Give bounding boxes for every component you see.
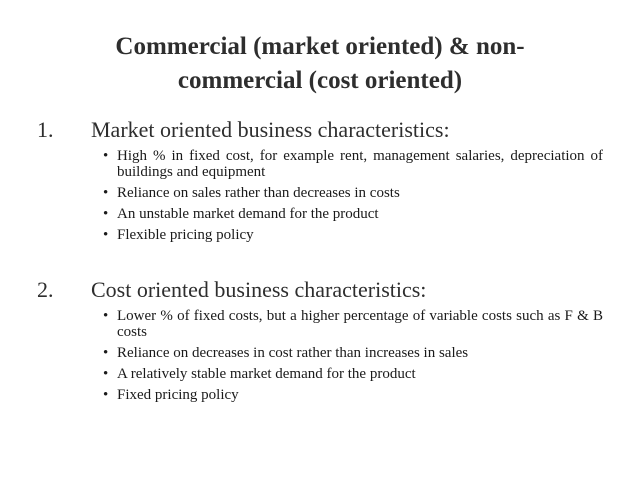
section-heading [0, 116, 638, 146]
list-item-text: Lower % of fixed costs, but a higher percentage of variable costs such as F & B costs [117, 308, 603, 340]
list-item-text: Fixed pricing policy [117, 387, 239, 403]
list-item-text: High % in fixed cost, for example rent, management salaries, depreciation of buildings and equipment [117, 148, 603, 180]
bullet-icon: • [103, 366, 109, 382]
title-line-1: Commercial (market oriented) & non- [115, 33, 525, 60]
bullet-icon: • [103, 227, 109, 243]
list-item [103, 227, 603, 243]
title-line-2: commercial (cost oriented) [177, 67, 463, 94]
bullet-icon: • [103, 206, 109, 222]
list-item-text: An unstable market demand for the product [117, 206, 379, 222]
section-heading-text: Market oriented business characteristics: [91, 117, 450, 142]
list-item-text: A relatively stable market demand for the product [117, 366, 416, 382]
bullet-icon: • [103, 387, 109, 403]
bullet-icon: • [103, 308, 109, 324]
list-item [103, 206, 603, 222]
list-item-text: Reliance on sales rather than decreases in costs [117, 185, 400, 201]
slide-title [40, 30, 600, 98]
section-heading [0, 276, 638, 306]
list-item [103, 185, 603, 201]
bullet-list [103, 148, 603, 243]
bullet-icon: • [103, 345, 109, 361]
section-cost-oriented [0, 276, 638, 408]
list-item [103, 345, 603, 361]
list-item [103, 148, 603, 180]
bullet-icon: • [103, 148, 109, 164]
list-item-text: Flexible pricing policy [117, 227, 254, 243]
bullet-icon: • [103, 185, 109, 201]
section-number: 1. [37, 117, 54, 142]
section-number: 2. [37, 277, 54, 302]
list-item [103, 308, 603, 340]
section-heading-text: Cost oriented business characteristics: [91, 277, 427, 302]
bullet-list [103, 308, 603, 403]
section-market-oriented [0, 116, 638, 248]
list-item [103, 366, 603, 382]
list-item-text: Reliance on decreases in cost rather than increases in sales [117, 345, 469, 361]
list-item [103, 387, 603, 403]
